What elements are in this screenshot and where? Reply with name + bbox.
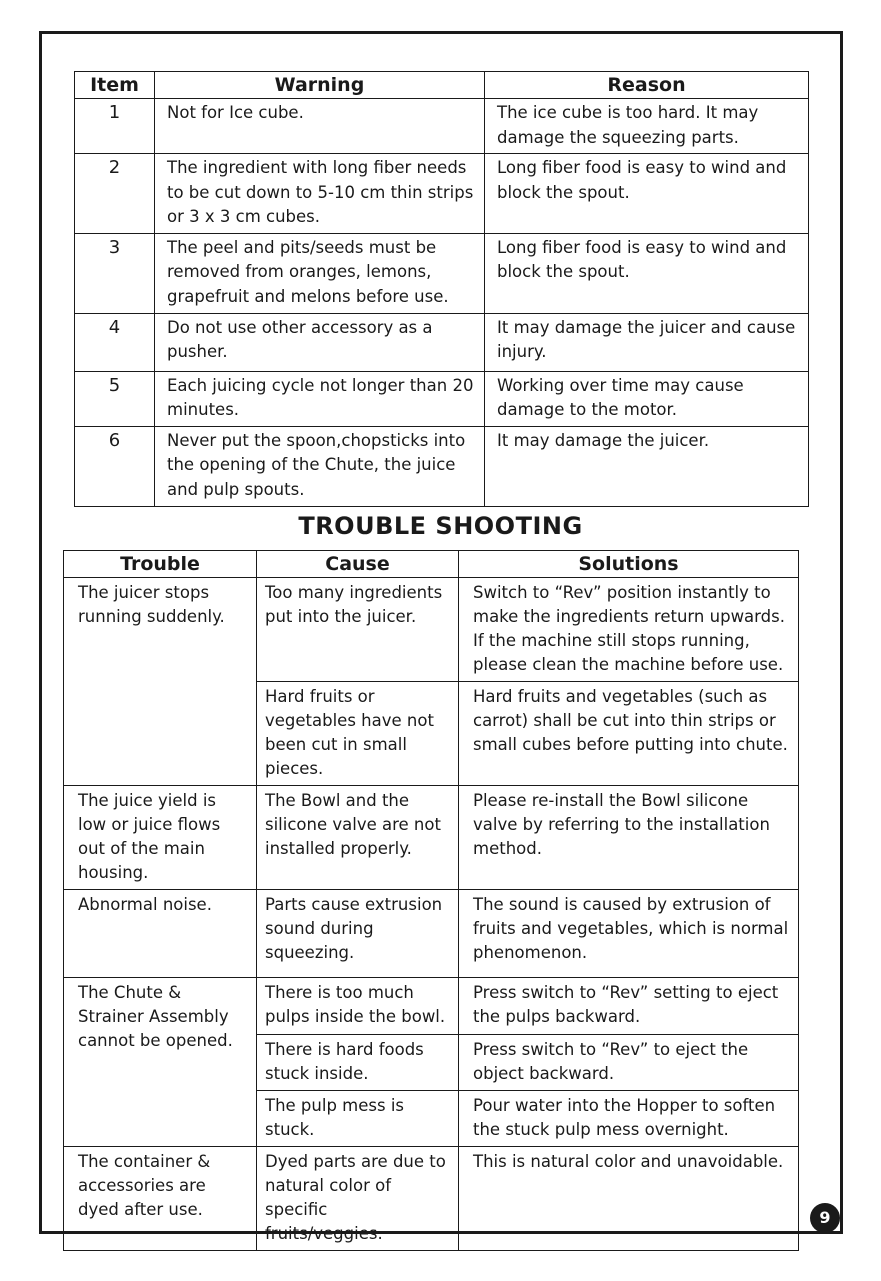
reason-text: The ice cube is too hard. It may damage the squeezing parts. <box>485 99 809 154</box>
header-trouble: Trouble <box>64 551 257 578</box>
table-row <box>75 313 809 371</box>
warning-text: The peel and pits/seeds must be removed from oranges, lemons, grapefruit and melons before use. <box>155 233 485 313</box>
item-number: 4 <box>75 313 155 371</box>
table-row <box>75 233 809 313</box>
item-number: 3 <box>75 233 155 313</box>
cause-text: The Bowl and the silicone valve are not installed properly. <box>257 786 459 890</box>
header-cause: Cause <box>257 551 459 578</box>
table-row <box>64 1147 799 1251</box>
page-number-badge: 9 <box>810 1203 840 1233</box>
table-row <box>64 978 799 1035</box>
warning-table <box>74 71 809 507</box>
solution-text: Hard fruits and vegetables (such as carrot) shall be cut into thin strips or small cubes before putting into chute. <box>459 682 799 786</box>
warning-text: Do not use other accessory as a pusher. <box>155 313 485 371</box>
warning-text: The ingredient with long fiber needs to be cut down to 5-10 cm thin strips or 3 x 3 cm cubes. <box>155 154 485 234</box>
header-item: Item <box>75 72 155 99</box>
warning-text: Each juicing cycle not longer than 20 minutes. <box>155 371 485 426</box>
item-number: 5 <box>75 371 155 426</box>
reason-text: Long fiber food is easy to wind and block the spout. <box>485 233 809 313</box>
section-title: TROUBLE SHOOTING <box>298 512 583 540</box>
table-row <box>75 371 809 426</box>
warning-text: Never put the spoon,chopsticks into the opening of the Chute, the juice and pulp spouts. <box>155 426 485 506</box>
table-row <box>64 786 799 890</box>
cause-text: Too many ingredients put into the juicer. <box>257 578 459 682</box>
reason-text: Long fiber food is easy to wind and block the spout. <box>485 154 809 234</box>
solution-text: Press switch to “Rev” to eject the object backward. <box>459 1035 799 1091</box>
item-number: 6 <box>75 426 155 506</box>
table-row <box>75 426 809 506</box>
trouble-table-header <box>64 551 799 578</box>
header-solutions: Solutions <box>459 551 799 578</box>
trouble-text: The juicer stops running suddenly. <box>64 578 257 786</box>
table-row <box>64 578 799 682</box>
reason-text: It may damage the juicer. <box>485 426 809 506</box>
reason-text: It may damage the juicer and cause injury. <box>485 313 809 371</box>
trouble-text: The container & accessories are dyed after use. <box>64 1147 257 1251</box>
trouble-text: The juice yield is low or juice flows out of the main housing. <box>64 786 257 890</box>
trouble-text: The Chute & Strainer Assembly cannot be opened. <box>64 978 257 1147</box>
table-row <box>64 890 799 978</box>
trouble-shooting-table <box>63 550 799 1251</box>
item-number: 1 <box>75 99 155 154</box>
warning-text: Not for Ice cube. <box>155 99 485 154</box>
table-row <box>75 99 809 154</box>
solution-text: Switch to “Rev” position instantly to make the ingredients return upwards. If the machine still stops running, please clean the machine before use. <box>459 578 799 682</box>
solution-text: The sound is caused by extrusion of fruits and vegetables, which is normal phenomenon. <box>459 890 799 978</box>
header-warning: Warning <box>155 72 485 99</box>
item-number: 2 <box>75 154 155 234</box>
trouble-text: Abnormal noise. <box>64 890 257 978</box>
table-row <box>75 154 809 234</box>
cause-text: Hard fruits or vegetables have not been cut in small pieces. <box>257 682 459 786</box>
header-reason: Reason <box>485 72 809 99</box>
solution-text: This is natural color and unavoidable. <box>459 1147 799 1251</box>
reason-text: Working over time may cause damage to the motor. <box>485 371 809 426</box>
solution-text: Pour water into the Hopper to soften the stuck pulp mess overnight. <box>459 1091 799 1147</box>
solution-text: Please re-install the Bowl silicone valve by referring to the installation method. <box>459 786 799 890</box>
solution-text: Press switch to “Rev” setting to eject the pulps backward. <box>459 978 799 1035</box>
cause-text: There is too much pulps inside the bowl. <box>257 978 459 1035</box>
cause-text: There is hard foods stuck inside. <box>257 1035 459 1091</box>
warning-table-header <box>75 72 809 99</box>
cause-text: The pulp mess is stuck. <box>257 1091 459 1147</box>
cause-text: Dyed parts are due to natural color of specific fruits/veggies. <box>257 1147 459 1251</box>
cause-text: Parts cause extrusion sound during squeezing. <box>257 890 459 978</box>
